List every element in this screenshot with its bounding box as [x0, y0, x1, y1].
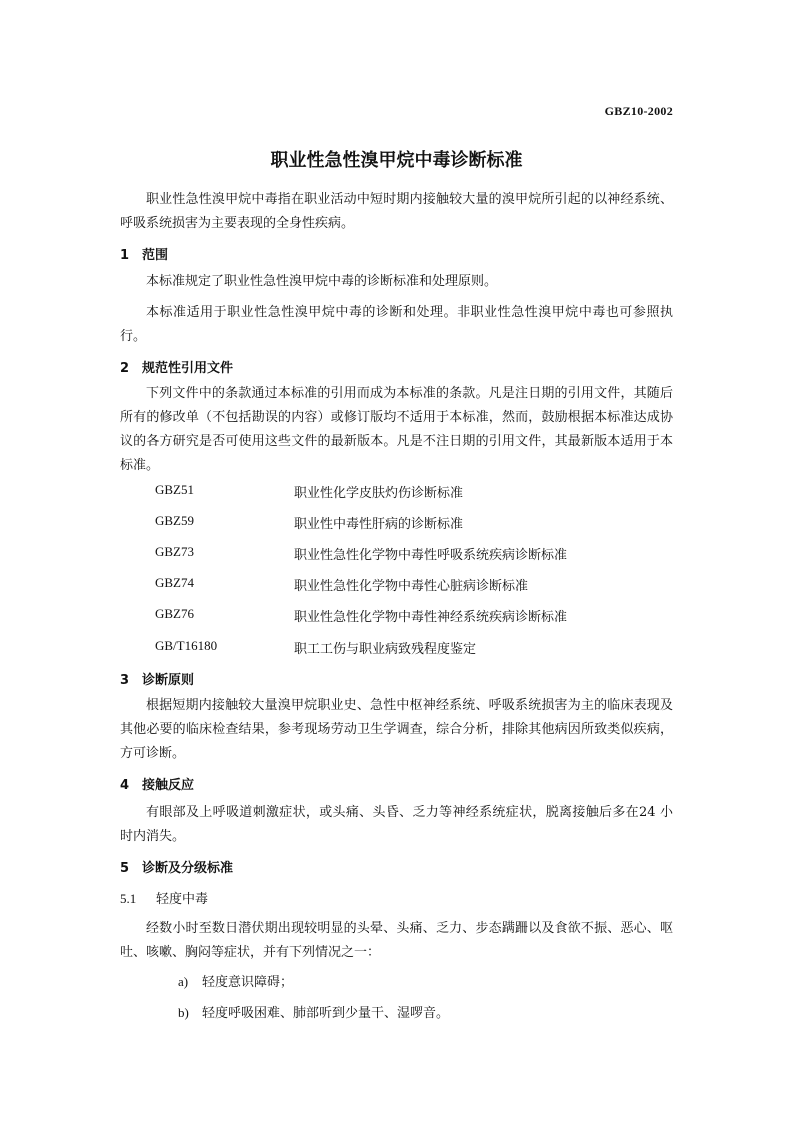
subsection-title: 轻度中毒: [156, 892, 209, 907]
reference-code: GBZ76: [155, 606, 194, 621]
section-1-paragraph-2: 本标准适用于职业性急性溴甲烷中毒的诊断和处理。非职业性急性溴甲烷中毒也可参照执行。: [120, 305, 673, 344]
section-2-paragraph: 下列文件中的条款通过本标准的引用而成为本标准的条款。凡是注日期的引用文件，其随后所有的修改单（不包括勘误的内容）或修订版均不适用于本标准，然而，鼓励根据本标准达成协议的各方研究是否可使用这些文件的最新版本。凡是不注日期的引用文件，其最新版本适用于本标准。: [120, 386, 673, 473]
reference-code: GBZ74: [155, 575, 194, 590]
section-title: 接触反应: [142, 778, 195, 793]
reference-code: GB/T16180: [155, 638, 218, 653]
section-number: 3: [120, 673, 130, 688]
reference-row: [155, 638, 675, 658]
reference-code: GBZ73: [155, 544, 194, 559]
reference-title: 职业性急性化学物中毒性呼吸系统疾病诊断标准: [294, 548, 568, 563]
section-title: 诊断及分级标准: [142, 861, 234, 876]
section-title: 诊断原则: [142, 673, 195, 688]
subsection-5-1-paragraph: 经数小时至数日潜伏期出现较明显的头晕、头痛、乏力、步态蹒跚以及食欲不振、恶心、呕吐、咳嗽、胸闷等症状，并有下列情况之一：: [120, 921, 673, 960]
standard-code: GBZ10-2002: [604, 104, 673, 118]
reference-row: [155, 544, 675, 564]
reference-row: [155, 575, 675, 595]
section-number: 2: [120, 361, 130, 376]
reference-row: [155, 513, 675, 533]
reference-code: GBZ51: [155, 482, 194, 497]
reference-title: 职工工伤与职业病致残程度鉴定: [294, 642, 477, 657]
list-marker: a): [178, 974, 189, 989]
reference-code: GBZ59: [155, 513, 194, 528]
reference-title: 职业性急性化学物中毒性神经系统疾病诊断标准: [294, 610, 568, 625]
list-text: 轻度意识障碍；: [202, 975, 294, 990]
reference-row: [155, 482, 675, 502]
list-marker: b): [178, 1005, 189, 1020]
list-item: [178, 1002, 449, 1021]
intro-paragraph: 职业性急性溴甲烷中毒指在职业活动中短时期内接触较大量的溴甲烷所引起的以神经系统、呼吸系统损害为主要表现的全身性疾病。: [120, 192, 673, 231]
section-4-heading: [120, 774, 194, 793]
subsection-5-1-heading: [120, 888, 208, 907]
section-1-paragraph-1: 本标准规定了职业性急性溴甲烷中毒的诊断标准和处理原则。: [146, 274, 498, 289]
section-5-heading: [120, 857, 233, 876]
list-text: 轻度呼吸困难、肺部听到少量干、湿啰音。: [202, 1006, 450, 1021]
section-title: 规范性引用文件: [142, 361, 234, 376]
reference-title: 职业性急性化学物中毒性心脏病诊断标准: [294, 579, 529, 594]
section-2-heading: [120, 357, 233, 376]
section-number: 5: [120, 861, 130, 876]
section-title: 范围: [142, 248, 169, 263]
reference-title: 职业性中毒性肝病的诊断标准: [294, 517, 464, 532]
section-4-paragraph: 有眼部及上呼吸道刺激症状，或头痛、头昏、乏力等神经系统症状，脱离接触后多在24 小时内消失。: [120, 805, 673, 844]
reference-row: [155, 606, 675, 626]
section-1-heading: [120, 244, 168, 263]
section-number: 1: [120, 248, 130, 263]
subsection-number: 5.1: [120, 891, 137, 906]
reference-title: 职业性化学皮肤灼伤诊断标准: [294, 486, 464, 501]
document-title: 职业性急性溴甲烷中毒诊断标准: [270, 150, 523, 171]
section-3-paragraph: 根据短期内接触较大量溴甲烷职业史、急性中枢神经系统、呼吸系统损害为主的临床表现及其他必要的临床检查结果，参考现场劳动卫生学调查，综合分析，排除其他病因所致类似疾病，方可诊断。: [120, 698, 673, 761]
section-number: 4: [120, 778, 130, 793]
list-item: [178, 971, 293, 990]
section-3-heading: [120, 669, 194, 688]
